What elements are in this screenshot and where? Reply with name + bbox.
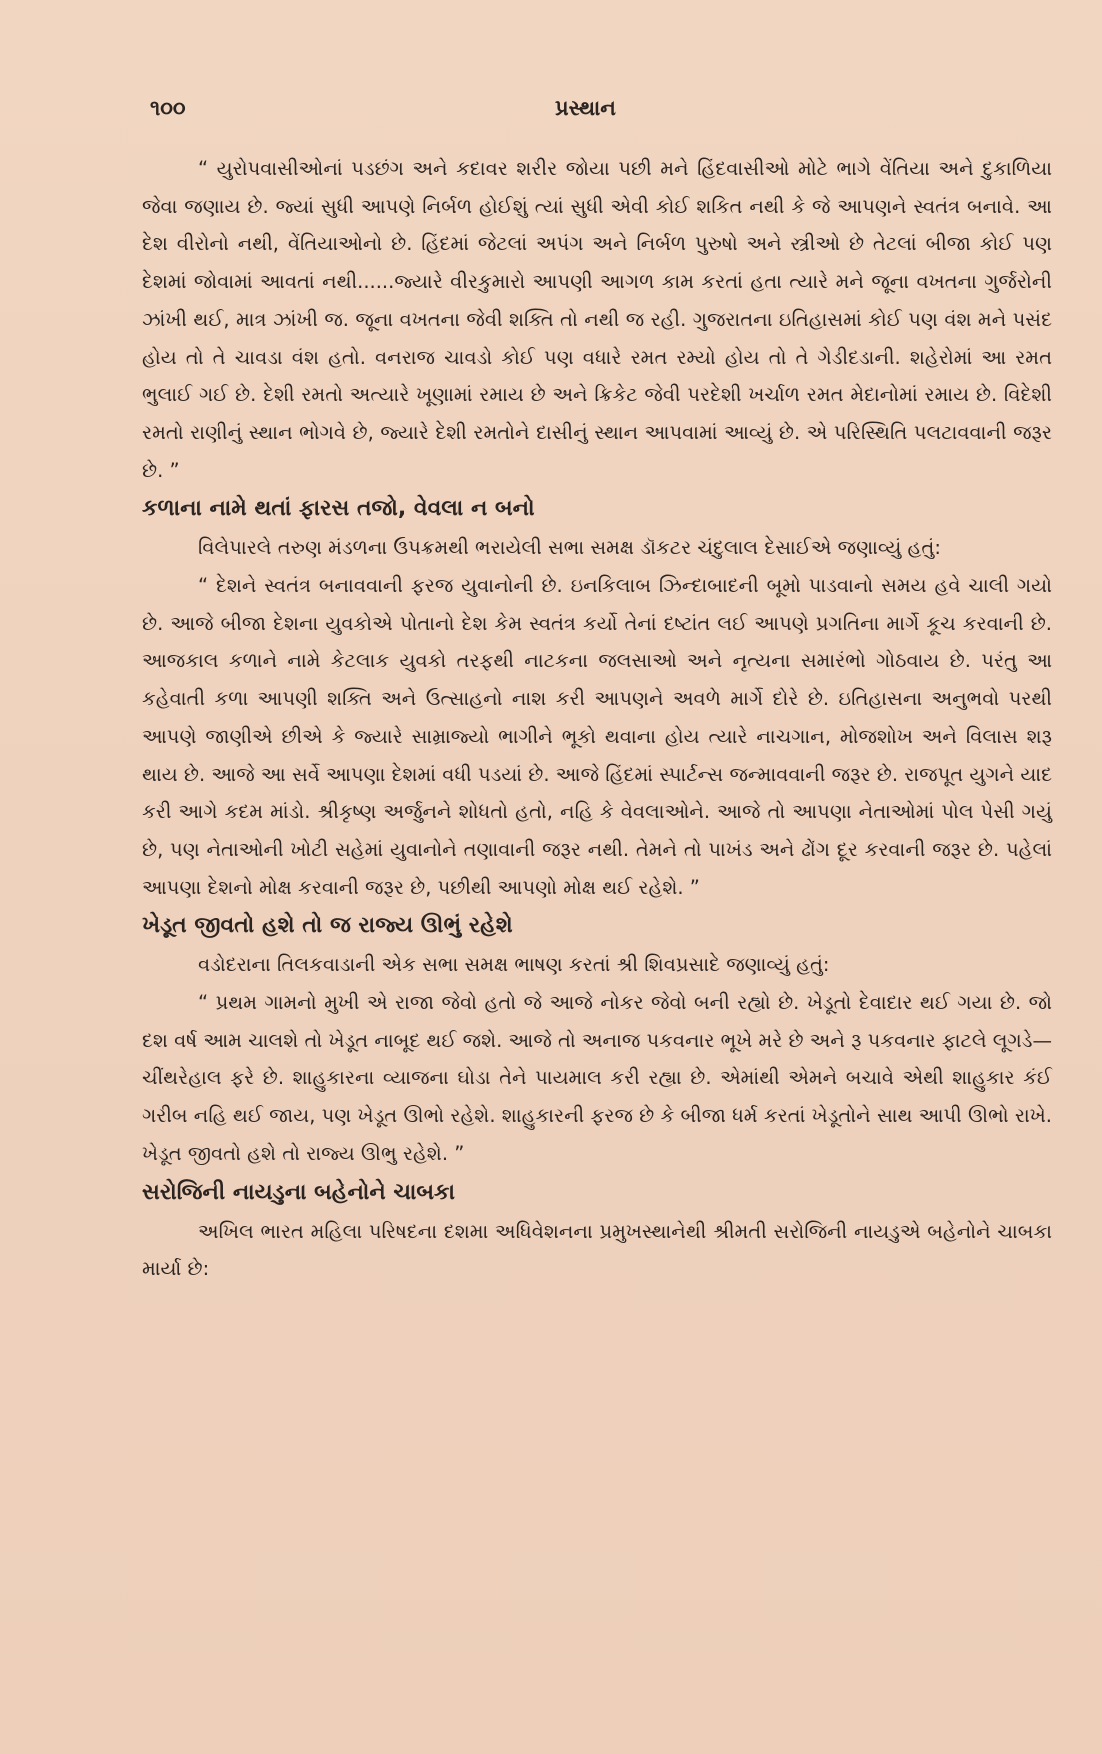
- quote-paragraph: “ પ્રથમ ગામનો મુખી એ રાજા જેવો હતો જે આજે નોકર જેવો બની રહ્યો છે. ખેડૂતો દેવાદાર થઈ ગયા છે. જો દશ વર્ષ આમ ચાલશે તો ખેડૂત નાબૂદ થઈ જશે. આજે તો અનાજ પકવનાર ભૂખે મરે છે અને રૂ પકવનાર ફાટલે લૂગડે—ચીંથરેહાલ ફરે છે. શાહુકારના વ્યાજના ઘોડા તેને પાયમાલ કરી રહ્યા છે. એમાંથી એમને બચાવે એથી શાહુકાર કંઈ ગરીબ નહિ થઈ જાય, પણ ખેડૂત ઊભો રહેશે. શાહુકારની ફરજ છે કે બીજા ધર્મ કરતાં ખેડૂતોને સાથ આપી ઊભો રાખે. ખેડૂત જીવતો હશે તો રાજ્ય ઊભુ રહેશે. ”: [142, 991, 1052, 1165]
- section-intro-paragraph: વિલેપારલે તરુણ મંડળના ઉપક્રમથી ભરાયેલી સભા સમક્ષ ડૉકટર ચંદુલાલ દેસાઈએ જણાવ્યું હતું:: [198, 536, 941, 560]
- section-heading-farmer: ખેડૂત જીવતો હશે તો જ રાજ્ય ઊભું રહેશે: [142, 913, 513, 939]
- page-header: [150, 96, 1022, 136]
- opening-quote-paragraph: “ યુરોપવાસીઓનાં પડછંગ અને કદાવર શરીર જોયા પછી મને હિંદવાસીઓ મોટે ભાગે વેંતિયા અને દુકાળિયા જેવા જણાય છે. જ્યાં સુધી આપણે નિર્બળ હોઈશું ત્યાં સુધી એવી કોઈ શકિત નથી કે જે આપણને સ્વતંત્ર બનાવે. આ દેશ વીરોનો નથી, વેંતિયાઓનો છે. હિંદમાં જેટલાં અપંગ અને નિર્બળ પુરુષો અને સ્ત્રીઓ છે તેટલાં બીજા કોઈ પણ દેશમાં જોવામાં આવતાં નથી......જ્યારે વીરકુમારો આપણી આગળ કામ કરતાં હતા ત્યારે મને જૂના વખતના ગુર્જરોની ઝાંખી થઈ, માત્ર ઝાંખી જ. જૂના વખતના જેવી શક્તિ તો નથી જ રહી. ગુજરાતના ઇતિહાસમાં કોઈ પણ વંશ મને પસંદ હોય તો તે ચાવડા વંશ હતો. વનરાજ ચાવડો કોઈ પણ વધારે રમત રમ્યો હોય તો તે ગેડીદડાની. શહેરોમાં આ રમત ભુલાઈ ગઈ છે. દેશી રમતો અત્યારે ખૂણામાં રમાય છે અને ક્રિકેટ જેવી પરદેશી ખર્ચાળ રમત મેદાનોમાં રમાય છે. વિદેશી રમતો રાણીનું સ્થાન ભોગવે છે, જ્યારે દેશી રમતોને દાસીનું સ્થાન આપવામાં આવ્યું છે. એ પરિસ્થિતિ પલટાવવાની જરૂર છે. ”: [142, 157, 1052, 482]
- section-intro-paragraph: અખિલ ભારત મહિલા પરિષદના દશમા અધિવેશનના પ્રમુખસ્થાનેથી શ્રીમતી સરોજિની નાયડુએ બહેનોને ચાબકા માર્યા છે:: [142, 1219, 1052, 1281]
- section-heading-art-farce: કળાના નામે થતાં ફારસ તજો, વેવલા ન બનો: [142, 496, 535, 522]
- quote-paragraph: “ દેશને સ્વતંત્ર બનાવવાની ફરજ યુવાનોની છે. ઇનકિલાબ ઝિન્દાબાદની બૂમો પાડવાનો સમય હવે ચાલી ગયો છે. આજે બીજા દેશના યુવકોએ પોતાનો દેશ કેમ સ્વતંત્ર કર્યો તેનાં દષ્ટાંત લઈ આપણે પ્રગતિના માર્ગે કૂચ કરવાની છે. આજકાલ કળાને નામે કેટલાક યુવકો તરફથી નાટકના જલસાઓ અને નૃત્યના સમારંભો ગોઠવાય છે. પરંતુ આ કહેવાતી કળા આપણી શક્તિ અને ઉત્સાહનો નાશ કરી આપણને અવળે માર્ગે દોરે છે. ઇતિહાસના અનુભવો પરથી આપણે જાણીએ છીએ કે જ્યારે સામ્રાજ્યો ભાગીને ભૂકો થવાના હોય ત્યારે નાચગાન, મોજશોખ અને વિલાસ શરૂ થાય છે. આજે આ સર્વે આપણા દેશમાં વધી પડયાં છે. આજે હિંદમાં સ્પાર્ટન્સ જન્માવવાની જરૂર છે. રાજપૂત યુગને યાદ કરી આગે કદમ માંડો. શ્રીકૃષ્ણ અર્જુનને શોધતો હતો, નહિ કે વેવલાઓને. આજે તો આપણા નેતાઓમાં પોલ પેસી ગયું છે, પણ નેતાઓની ખોટી સહેમાં યુવાનોને તણાવાની જરૂર નથી. તેમને તો પાખંડ અને ઢોંગ દૂર કરવાની જરૂર છે. પહેલાં આપણા દેશનો મોક્ષ કરવાની જરૂર છે, પછીથી આપણો મોક્ષ થઈ રહેશે. ”: [142, 574, 1052, 899]
- page-body: [142, 150, 1052, 1288]
- page-number: ૧૦૦: [150, 96, 186, 120]
- running-title: પ્રસ્થાન: [555, 96, 616, 120]
- section-intro-paragraph: વડોદરાના તિલકવાડાની એક સભા સમક્ષ ભાષણ કરતાં શ્રી શિવપ્રસાદે જણાવ્યું હતું:: [198, 953, 830, 977]
- section-heading-sarojini: સરોજિની નાયડુના બહેનોને ચાબકા: [142, 1179, 455, 1205]
